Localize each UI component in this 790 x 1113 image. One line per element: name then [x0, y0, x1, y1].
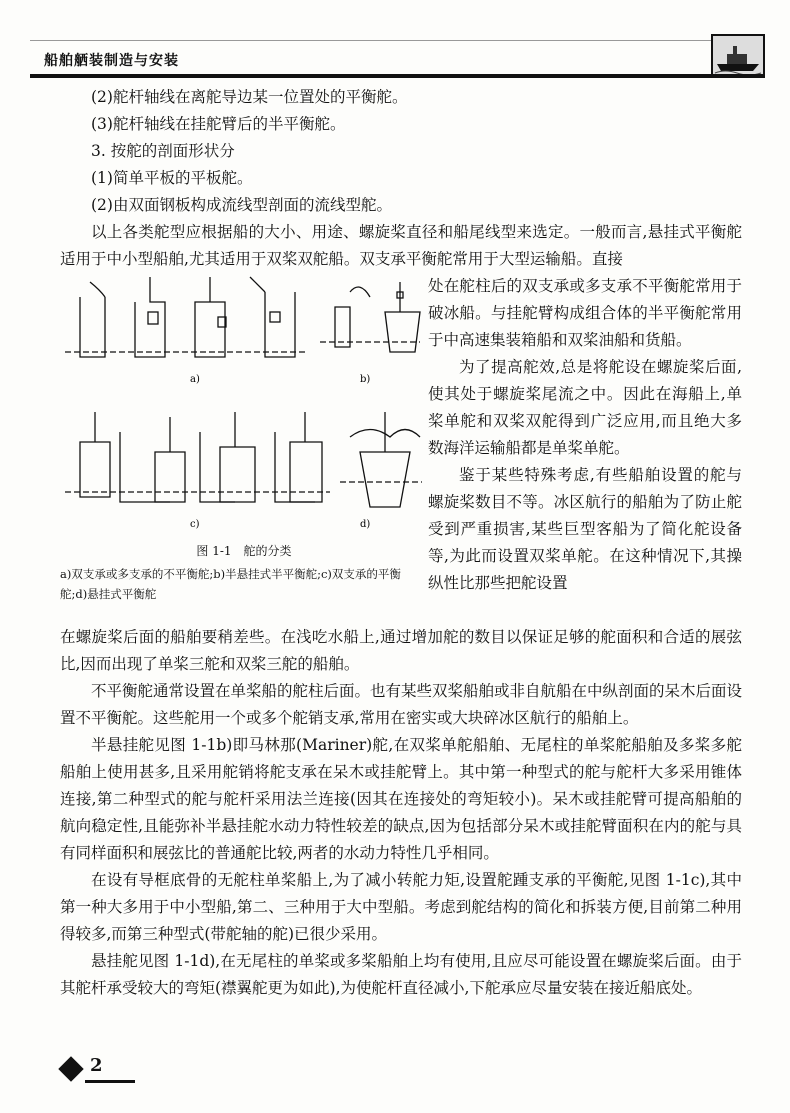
para-special: 鉴于某些特殊考虑,有些船舶设置的舵与螺旋桨数目不等。冰区航行的船舶为了防止舵受到严重损害,某些巨型客船为了简化舵设备等,为此而设置双桨单舵。在这种情况下,其操纵性比那些把舵设置: [428, 466, 742, 592]
figure-caption: a)双支承或多支承的不平衡舵;b)半悬挂式半平衡舵;c)双支承的平衡舵;d)悬挂式平衡舵: [60, 567, 401, 601]
ship-icon: [711, 34, 765, 78]
fig-label-c: c): [190, 519, 200, 530]
page-marker-icon: [58, 1056, 83, 1081]
para-efficiency: 为了提高舵效,总是将舵设在螺旋桨后面,使其处于螺旋桨尾流之中。因此在海船上,单桨单舵和双桨双舵得到广泛应用,而且绝大多数海洋运输船都是单桨单舵。: [428, 358, 742, 457]
fig-label-b: b): [360, 374, 371, 385]
page-number: 2: [90, 1055, 103, 1076]
header-top-rule: [30, 40, 765, 41]
line-flat-rudder: (1)简单平板的平板舵。: [91, 169, 253, 187]
page-rule: [85, 1080, 135, 1083]
body-right-column: [428, 273, 742, 597]
figure-1-1: [60, 272, 428, 602]
fig-label-a: a): [190, 374, 200, 385]
page-header: [30, 40, 765, 78]
figure-title: 图 1-1 舵的分类: [196, 544, 292, 558]
line-rudder-3: (3)舵杆轴线在挂舵臂后的半平衡舵。: [91, 115, 346, 133]
para-unbalanced: 不平衡舵通常设置在单桨船的舵柱后面。也有某些双桨船舶或非自航船在中纵剖面的呆木后面设置不平衡舵。这些舵用一个或多个舵销支承,常用在密实或大块碎冰区航行的船舶上。: [60, 682, 743, 727]
body-top: [60, 84, 742, 273]
rudder-diagram: [60, 272, 428, 537]
running-title: 船舶舾装制造与安装: [44, 53, 179, 69]
para-special-continued: 在螺旋桨后面的船舶要稍差些。在浅吃水船上,通过增加舵的数目以保证足够的舵面积和合适的展弦比,因而出现了单桨三舵和双桨三舵的船舶。: [60, 628, 742, 673]
para-selection-continued: 处在舵柱后的双支承或多支承不平衡舵常用于破冰船。与挂舵臂构成组合体的半平衡舵常用于中高速集装箱船和双桨油船和货船。: [428, 277, 742, 349]
header-rule: [30, 74, 765, 78]
para-hanging: 悬挂舵见图 1-1d),在无尾柱的单桨或多桨船舶上均有使用,且应尽可能设置在螺旋桨后面。由于其舵杆承受较大的弯矩(襟翼舵更为如此),为使舵杆直径减小,下舵承应尽量安装在接近船底处。: [60, 952, 742, 997]
line-rudder-2: (2)舵杆轴线在离舵导边某一位置处的平衡舵。: [91, 88, 408, 106]
para-semi-hanging: 半悬挂舵见图 1-1b)即马林那(Mariner)舵,在双桨单舵船舶、无尾柱的单桨舵船舶及多桨多舵船舶上使用甚多,且采用舵销将舵支承在呆木或挂舵臂上。其中第一种型式的舵与舵杆大多采用锥体连接,第二种型式的舵与舵杆采用法兰连接(因其在连接处的弯矩较小)。呆木或挂舵臂可提高船舶的航向稳定性,且能弥补半悬挂舵水动力特性较差的缺点,因为包括部分呆木或挂舵臂面积在内的舵与具有同样面积和展弦比的普通舵比较,两者的水动力特性几乎相同。: [60, 736, 742, 862]
fig-label-d: d): [360, 519, 371, 530]
para-guide-frame: 在设有导框底骨的无舵柱单桨船上,为了减小转舵力矩,设置舵踵支承的平衡舵,见图 1-1c),其中第一种大多用于中小型船,第二、三种用于大中型船。考虑到舵结构的简化和拆装方便,目前第二种用得较多,而第三种型式(带舵轴的舵)已很少采用。: [60, 871, 742, 943]
section-heading: 3. 按舵的剖面形状分: [91, 142, 235, 160]
para-selection: 以上各类舵型应根据船的大小、用途、螺旋桨直径和船尾线型来选定。一般而言,悬挂式平衡舵适用于中小型船舶,尤其适用于双桨双舵船。双支承平衡舵常用于大型运输船。直接: [60, 223, 742, 268]
body-bottom: [60, 624, 742, 1002]
line-streamline-rudder: (2)由双面钢板构成流线型剖面的流线型舵。: [91, 196, 392, 214]
